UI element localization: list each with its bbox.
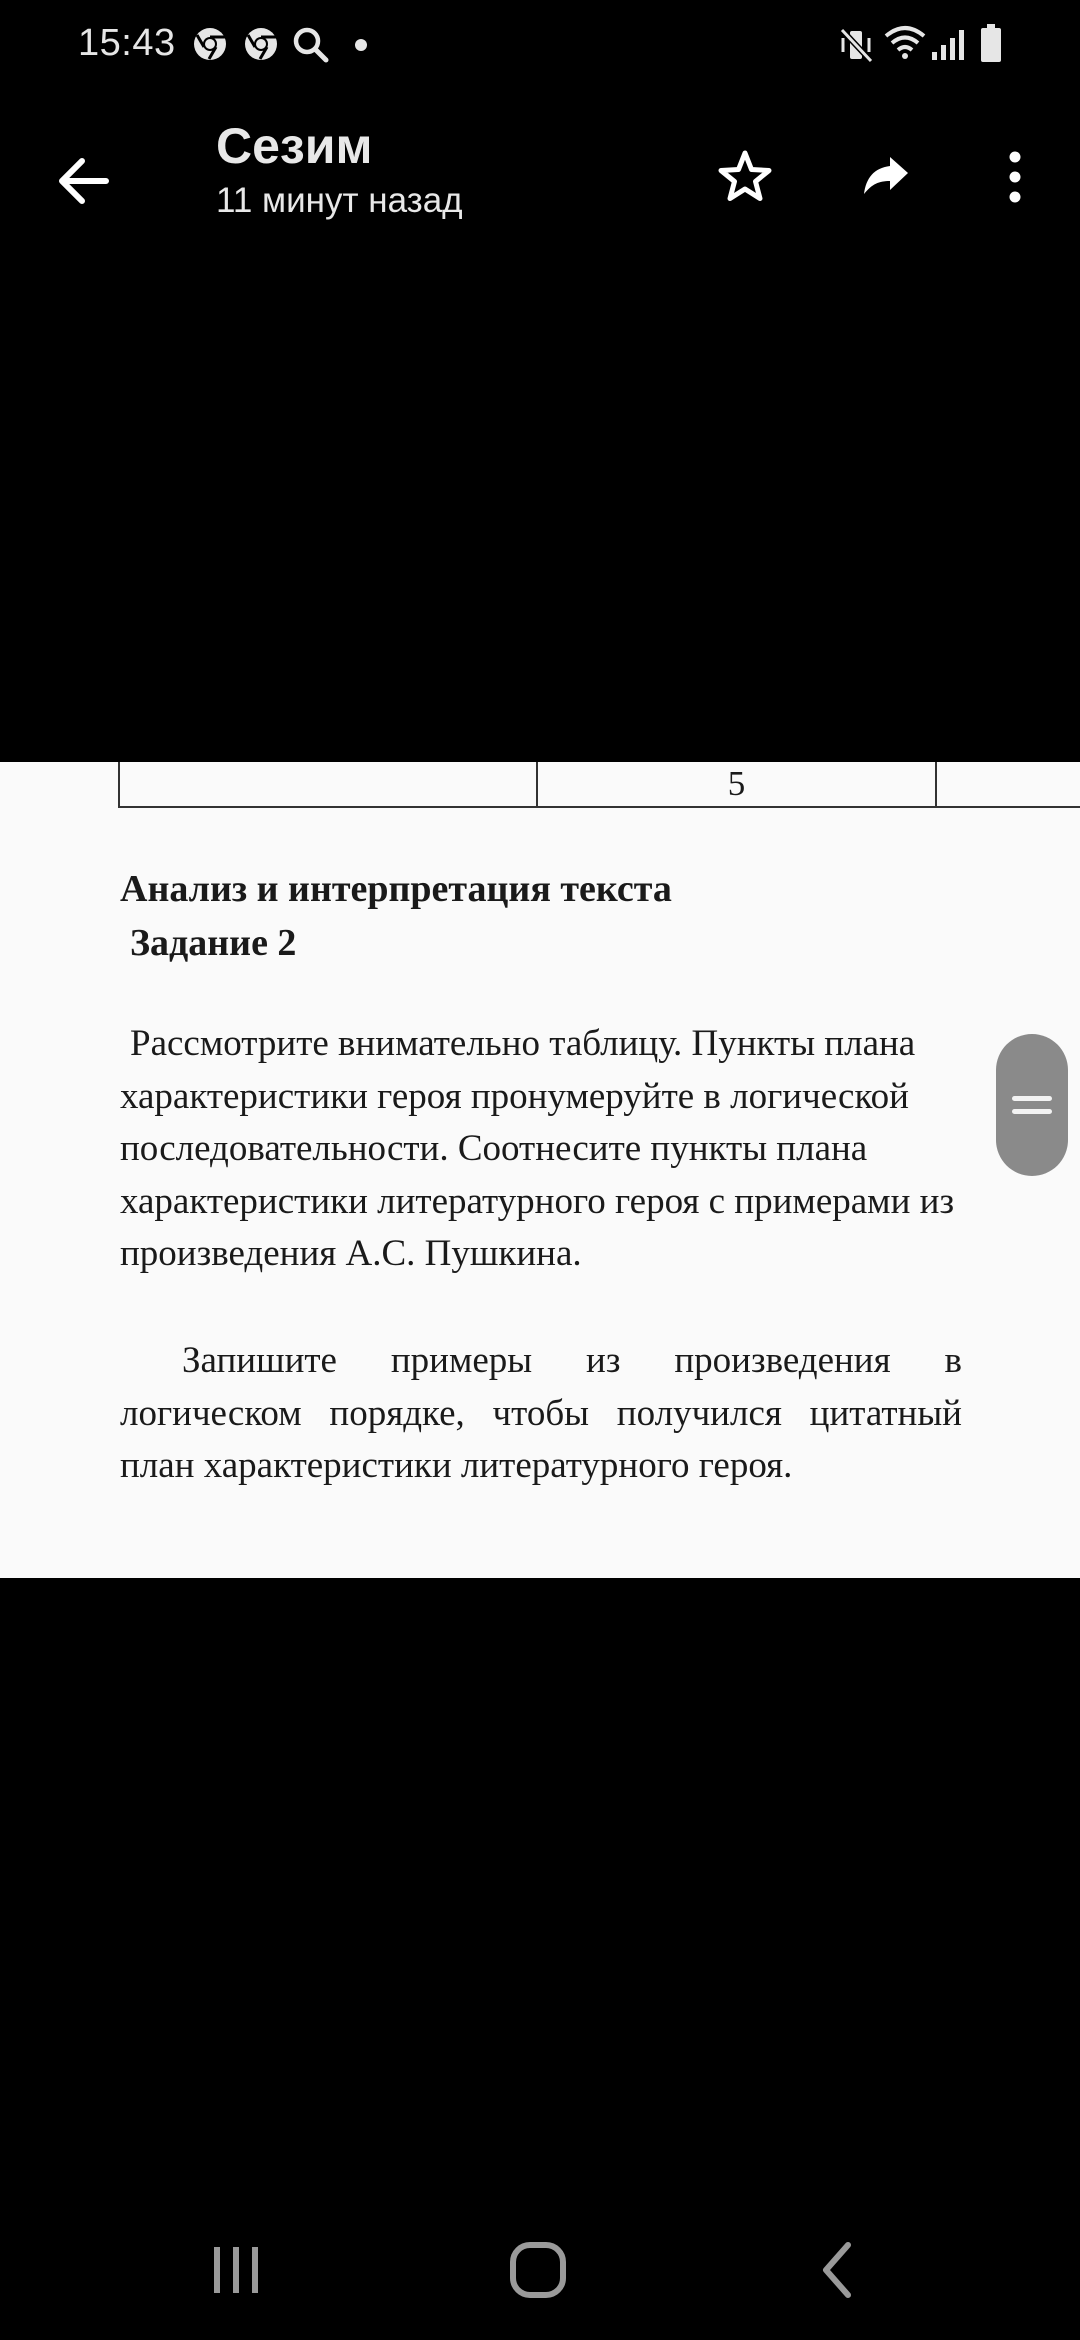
scroll-handle-grip [1012, 1109, 1052, 1114]
star-icon [700, 132, 790, 222]
more-options-button[interactable] [970, 132, 1060, 222]
star-button[interactable] [700, 132, 790, 222]
status-time: 15:43 [78, 22, 176, 64]
app-bar [0, 96, 1080, 246]
nav-back-button[interactable] [790, 2220, 890, 2320]
message-time: 11 минут назад [216, 181, 463, 220]
search-icon [292, 26, 330, 64]
share-button[interactable] [842, 132, 932, 222]
mute-vibrate-icon [838, 26, 874, 64]
wifi-icon [884, 24, 926, 62]
message-header [216, 116, 463, 226]
signal-icon [930, 26, 966, 62]
back-icon [790, 2220, 890, 2320]
dot-icon [354, 38, 368, 52]
home-icon [488, 2220, 588, 2320]
paragraph-task: Запишите примеры из произведения в логическом порядке, чтобы получился цитатный план характеристики литературного героя. [120, 1340, 962, 1486]
home-button[interactable] [488, 2220, 588, 2320]
battery-icon [980, 24, 1002, 64]
table-divider [935, 762, 937, 808]
table-row [118, 762, 1080, 808]
back-button[interactable] [40, 136, 130, 226]
chrome-icon [192, 26, 228, 62]
status-bar [0, 0, 1080, 96]
navigation-bar [0, 2200, 1080, 2340]
chrome-icon [243, 26, 279, 62]
scroll-handle[interactable] [996, 1034, 1068, 1176]
table-cell-value: 5 [727, 764, 746, 803]
recent-apps-button[interactable] [186, 2220, 286, 2320]
paragraph-instructions: Рассмотрите внимательно таблицу. Пункты плана характеристики героя пронумеруйте в логической последовательности. Соотнесите пункты плана характеристики литературного героя с примерами из произведения А.С. Пушкина. [120, 1023, 955, 1274]
recent-apps-icon [186, 2220, 286, 2320]
task-label: Задание 2 [130, 922, 297, 964]
more-icon [970, 132, 1060, 222]
photo-viewer-image[interactable] [0, 762, 1080, 1578]
section-heading: Анализ и интерпретация текста [120, 868, 672, 910]
sender-name: Сезим [216, 118, 373, 174]
share-icon [842, 132, 932, 222]
arrow-back-icon [40, 136, 130, 226]
scroll-handle-grip [1012, 1096, 1052, 1101]
